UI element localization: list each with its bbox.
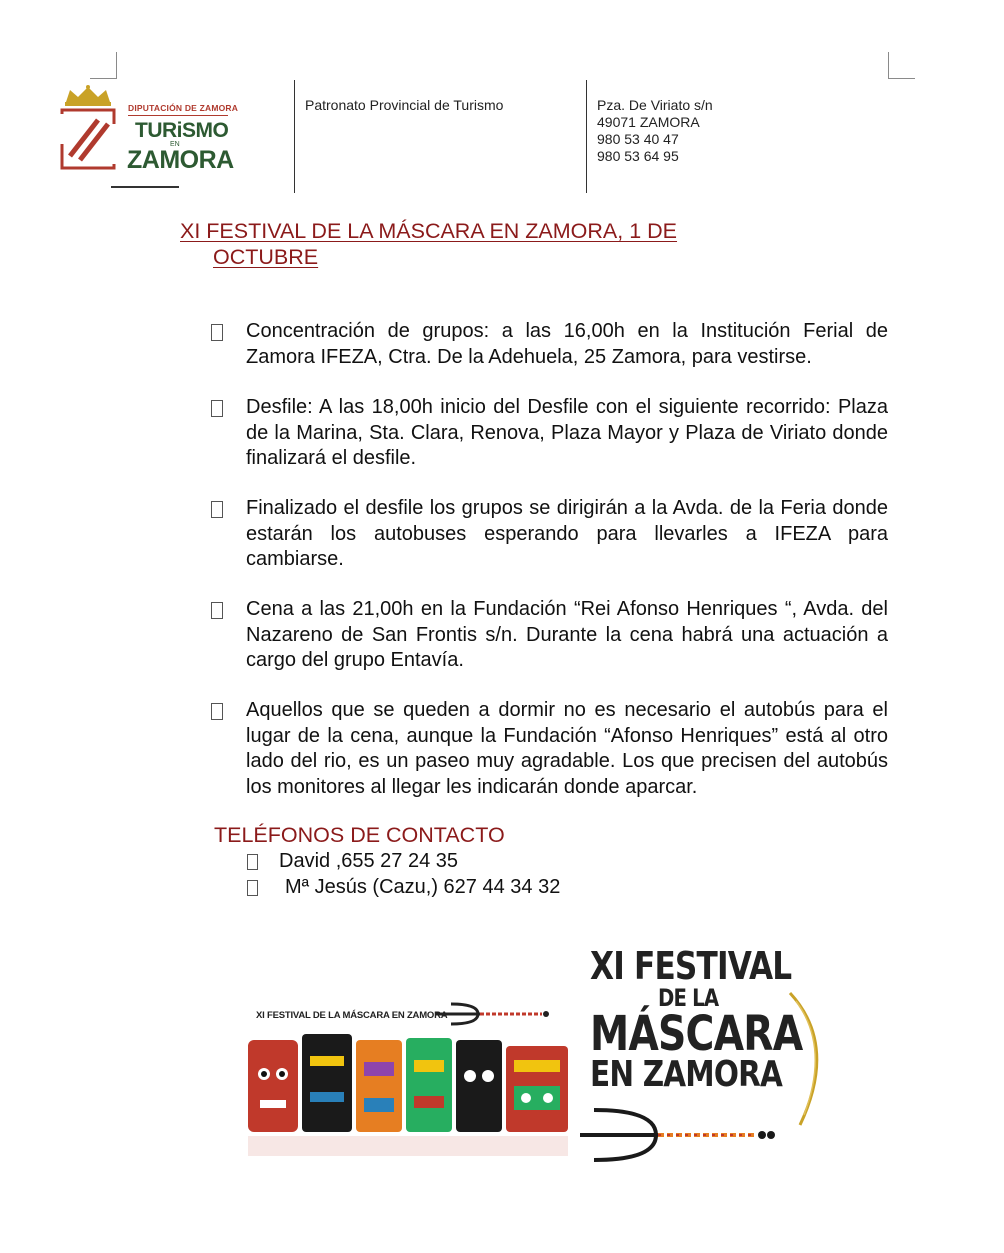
org-name: Patronato Provincial de Turismo	[305, 97, 504, 113]
title-line1: XI FESTIVAL DE LA MÁSCARA EN ZAMORA, 1 DE	[180, 219, 678, 243]
band-label: XI FESTIVAL DE LA MÁSCARA EN ZAMORA	[256, 1010, 448, 1021]
list-item: Cena a las 21,00h en la Fundación “Rei Afonso Henriques “, Avda. del Nazareno de San Frontis s/n. Durante la cena habrá una actuación a cargo del grupo Entavía.	[246, 598, 888, 671]
title-line2: OCTUBRE	[213, 245, 319, 269]
address-line: Pza. De Viriato s/n	[597, 97, 713, 113]
festival-title-line1: XI FESTIVAL	[590, 944, 792, 988]
org-address	[597, 97, 713, 165]
document-title	[180, 218, 700, 270]
bullet-icon	[211, 602, 223, 619]
bullet-icon	[211, 400, 223, 417]
contact-item: Mª Jesús (Cazu,) 627 44 34 32	[285, 876, 561, 898]
logo-line1: TURiSMO	[135, 119, 229, 142]
contact-item: David ,655 27 24 35	[279, 850, 459, 872]
bullet-icon	[247, 854, 258, 870]
phone-line: 980 53 40 47	[597, 131, 679, 147]
festival-title-line3: MÁSCARA	[590, 1006, 803, 1062]
list-item: Finalizado el desfile los grupos se dirigirán a la Avda. de la Feria donde estarán los autobuses esperando para llevarles a IFEZA para cambiarse.	[246, 497, 888, 570]
festival-title-line2: DE LA	[658, 984, 719, 1012]
crop-mark-top-right	[888, 52, 915, 79]
bullet-icon	[211, 324, 223, 341]
logo-line2: ZAMORA	[127, 146, 234, 174]
bullet-icon	[211, 501, 223, 518]
bullet-icon	[247, 880, 258, 896]
mask-band-icon	[246, 1000, 586, 1165]
festival-title-line4: EN ZAMORA	[590, 1054, 783, 1095]
bullet-icon	[211, 703, 223, 720]
logo-en: EN	[170, 141, 180, 148]
address-line: 49071 ZAMORA	[597, 114, 700, 130]
logo-top-text: DIPUTACIÓN DE ZAMORA	[128, 103, 239, 113]
list-item: Concentración de grupos: a las 16,00h en la Institución Ferial de Zamora IFEZA, Ctra. De la Adehuela, 25 Zamora, para vestirse.	[246, 320, 888, 368]
contacts-heading: TELÉFONOS DE CONTACTO	[214, 823, 505, 847]
trident-icon	[578, 1104, 783, 1166]
crop-mark-top-left	[90, 52, 117, 79]
list-item: Aquellos que se queden a dormir no es necesario el autobús para el lugar de la cena, aunque la Fundación “Afonso Henriques” está al otro lado del rio, es un paseo muy agradable. Los que precisen del autobús los monitores al llegar les indicarán donde aparcar.	[246, 699, 888, 798]
header-divider	[586, 80, 587, 193]
logo-underline	[111, 186, 179, 188]
logo-rule	[128, 115, 228, 116]
header-divider	[294, 80, 295, 193]
crown-z-emblem-icon	[58, 84, 118, 176]
list-item: Desfile: A las 18,00h inicio del Desfile con el siguiente recorrido: Plaza de la Marina, Sta. Clara, Renova, Plaza Mayor y Plaza de Viriato donde finalizará el desfile.	[246, 396, 888, 469]
phone-line: 980 53 64 95	[597, 148, 679, 164]
